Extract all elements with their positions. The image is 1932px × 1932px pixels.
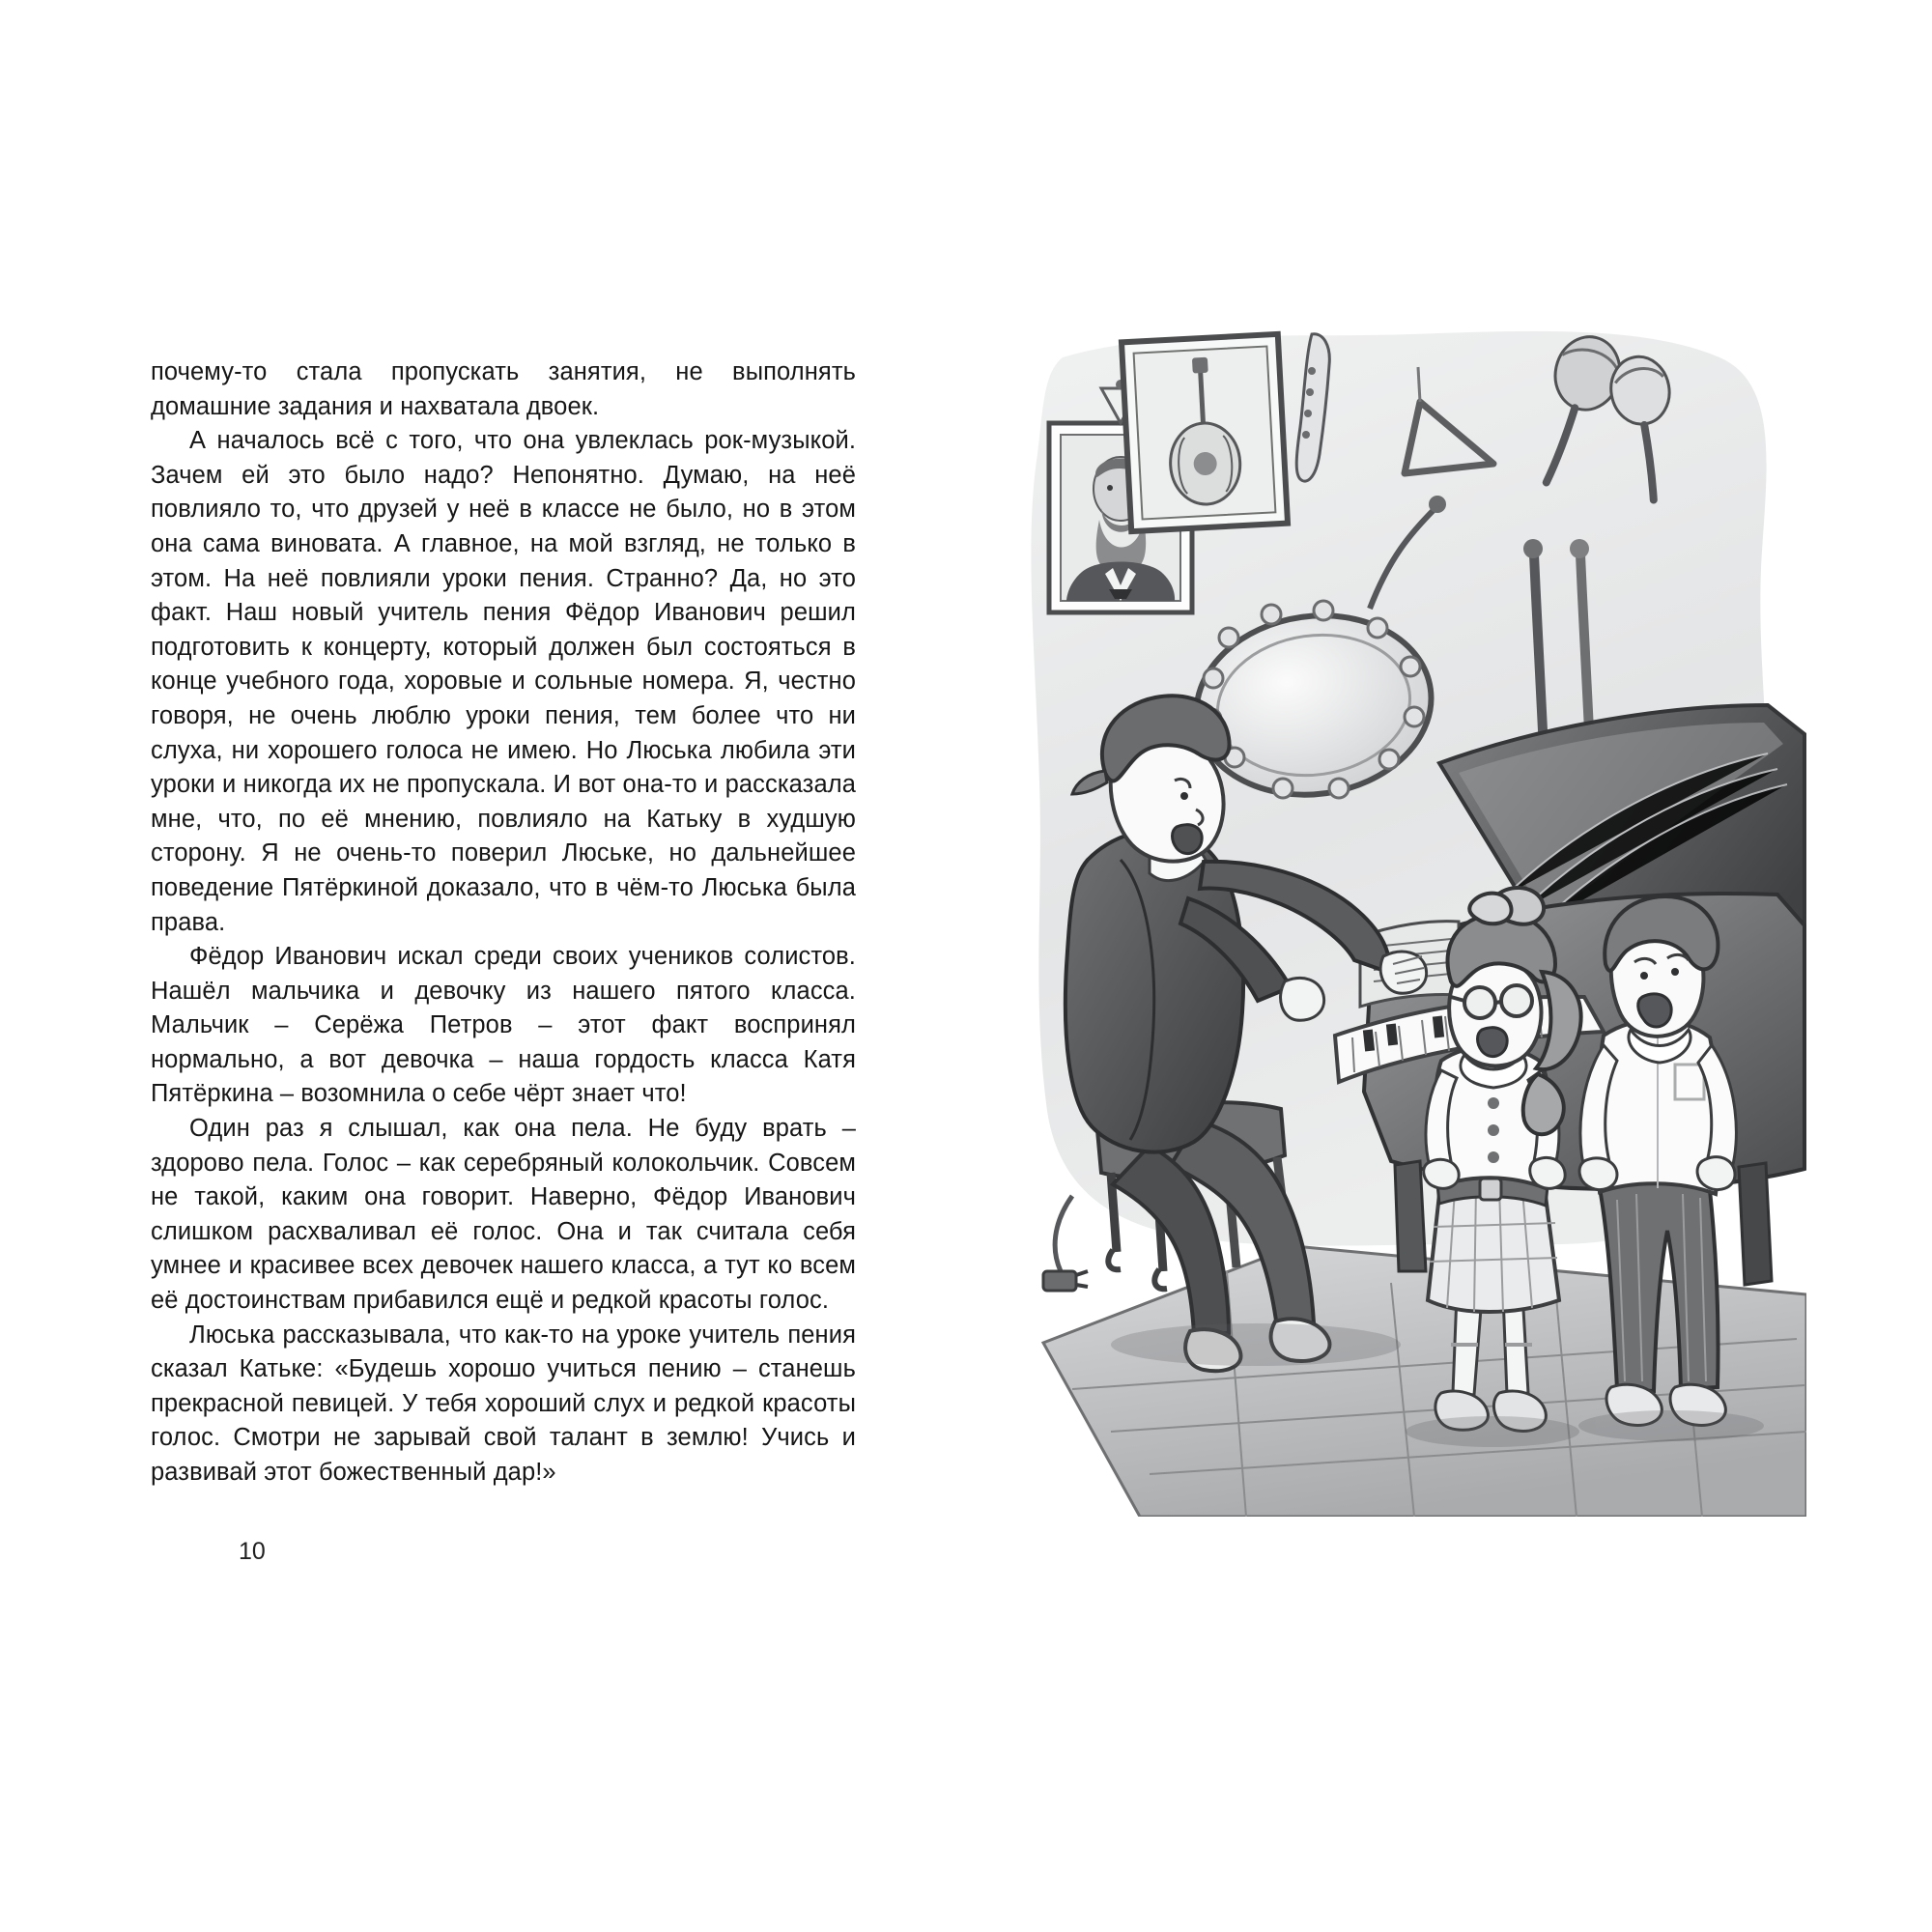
chapter-illustration [1005,319,1806,1517]
paragraph-3: Фёдор Иванович искал среди своих учеников солистов. Нашёл мальчика и девочку из нашего пятого класса. Мальчик – Серёжа Петров – этот факт воспринял нормально, а вот девочка – наша гордость класса Катя Пятёркина – возомнила о себе чёрт знает что! [151,943,856,1108]
paragraph-4: Один раз я слышал, как она пела. Не буду врать – здорово пела. Голос – как серебряный колокольчик. Совсем не такой, каким она говорит. Наверно, Фёдор Иванович слишком расхваливал её голос. Она и так считала себя умнее и красивее всех девочек нашего класса, а тут ко всем её достоинствам прибавился ещё и редкой красоты голос. [151,1115,856,1315]
paragraph-5: Люська рассказывала, что как-то на уроке учитель пения сказал Катьке: «Будешь хорошо учиться пению – станешь прекрасной певицей. У тебя хороший слух и редкой красоты голос. Смотри не зарывай свой талант в землю! Учись и развивай этот божественный дар!» [151,1321,856,1486]
paragraph-2: А началось всё с того, что она увлеклась рок-музыкой. Зачем ей это было надо? Непонятно. Думаю, на неё повлияло то, что друзей у неё в классе не было, но в этом она сама виновата. А главное, на мой взгляд, не только в этом. На неё повлияли уроки пения. Странно? Да, но это факт. Наш новый учитель пения Фёдор Иванович решил подготовить к концерту, который должен был состояться в конце учебного года, хоровые и сольные номера. Я, честно говоря, не очень люблю уроки пения, тем более что ни слуха, ни хорошего голоса не имею. Но Люська любила эти уроки и никогда их не пропускала. И вот она-то и рассказала мне, что, по её мнению, повлияло на Катьку в худшую сторону. Я не очень-то поверил Люське, но дальнейшее поведение Пятёркиной доказало, что в чём-то Люська была права. [151,427,856,936]
guitar-frame-icon [1122,334,1288,531]
paragraph-1: почему-то стала пропускать занятия, не выполнять домашние задания и нахватала двоек. [151,358,856,420]
body-text-column [151,355,856,1491]
page-number: 10 [239,1538,266,1565]
